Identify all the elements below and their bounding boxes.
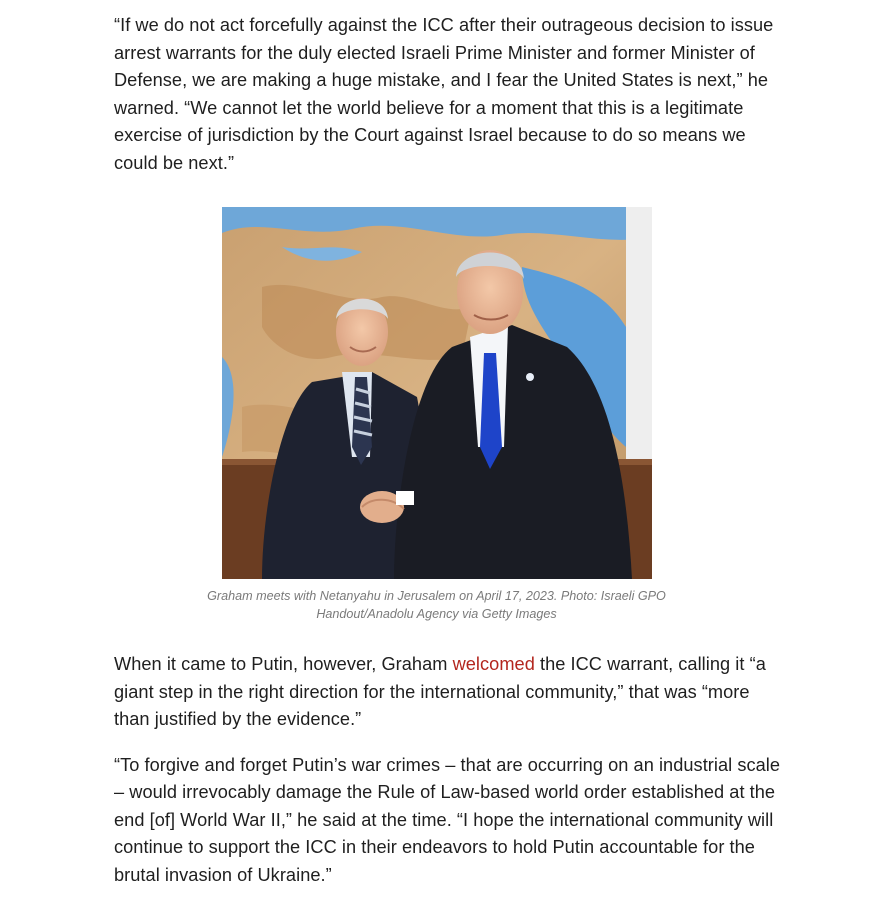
- article-body-bottom: [114, 651, 784, 889]
- paragraph-text-after-link: the ICC warrant, calling it “a giant step in the right direction for the international community,” that was “more than justified by the evidence.”: [114, 654, 766, 729]
- welcomed-link[interactable]: welcomed: [452, 654, 535, 674]
- paragraph-quote-putin: “To forgive and forget Putin’s war crimes – that are occurring on an industrial scale – would irrevocably damage the Rule of Law-based world order established at the end [of] World War II,” he said at the time. “I hope the international community will continue to support the ICC in their endeavors to hold Putin accountable for the brutal invasion of Ukraine.”: [114, 754, 781, 885]
- photo-graham-netanyahu: [222, 207, 652, 579]
- article-figure: [0, 207, 873, 623]
- article-body-top: [114, 12, 774, 177]
- paragraph-putin-warrant: [114, 651, 784, 734]
- figure-caption: Graham meets with Netanyahu in Jerusalem on April 17, 2023. Photo: Israeli GPO Handout/Anadolu Agency via Getty Images: [207, 589, 666, 621]
- paragraph-text-before-link: When it came to Putin, however, Graham: [114, 654, 453, 674]
- paragraph-quote-icc: “If we do not act forcefully against the ICC after their outrageous decision to issue arrest warrants for the duly elected Israeli Prime Minister and former Minister of Defense, we are making a huge mistake, and I fear the United States is next,” he warned. “We cannot let the world believe for a moment that this is a legitimate exercise of jurisdiction by the Court against Israel because to do so means we could be next.”: [114, 15, 774, 173]
